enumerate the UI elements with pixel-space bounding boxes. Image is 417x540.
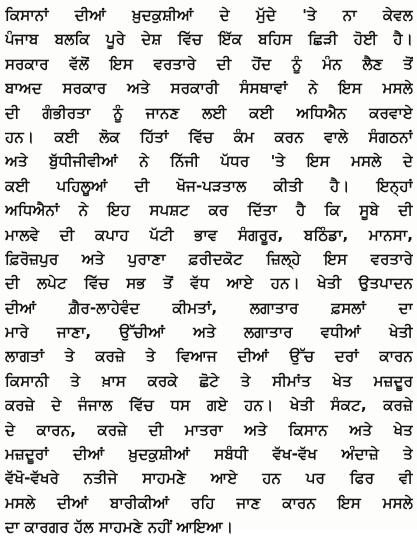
- text-line: ਕਰਜ਼ੇ ਦੇ ਜੰਜਾਲ ਵਿੱਚ ਧਸ ਗਏ ਹਨ। ਖੇਤੀ ਸੰਕਟ, ਕਰਜ਼ੇ: [5, 396, 413, 415]
- text-line: ਕਈ ਪਹਿਲੂਆਂ ਦੀ ਖੋਜ-ਪੜਤਾਲ ਕੀਤੀ ਹੈ। ਇਨ੍ਹਾਂ: [5, 176, 413, 195]
- text-line: ਮਸਲੇ ਦੀਆਂ ਬਾਰੀਕੀਆਂ ਰਹਿ ਜਾਣ ਕਾਰਨ ਇਸ ਮਸਲੇ: [5, 493, 413, 512]
- text-line: ਕਿਸਾਨੀ ਤੇ ਖ਼ਾਸ ਕਰਕੇ ਛੋਟੇ ਤੇ ਸੀਮਾਂਤ ਖੇਤ ਮਜ਼ਦੂਰ: [5, 371, 413, 390]
- text-line: ਕਿਸਾਨਾਂ ਦੀਆਂ ਖ਼ੁਦਕੁਸ਼ੀਆਂ ਦੇ ਮੁੱਦੇ 'ਤੇ ਨਾ ਕੇਵਲ: [5, 6, 413, 24]
- text-line: ਪੰਜਾਬ ਬਲਕਿ ਪੂਰੇ ਦੇਸ਼ ਵਿੱਚ ਇੱਕ ਬਹਿਸ ਛਿੜੀ ਹੋਈ ਹੈ।: [5, 30, 413, 49]
- text-line: ਲਾਗਤਾਂ ਤੇ ਕਰਜ਼ੇ ਤੇ ਵਿਆਜ ਦੀਆਂ ਉੱਚ ਦਰਾਂ ਕਾਰਨ: [5, 347, 413, 366]
- text-line: ਅਤੇ ਬੁੱਧੀਜੀਵੀਆਂ ਨੇ ਨਿੱਜੀ ਪੱਧਰ 'ਤੇ ਇਸ ਮਸਲੇ ਦੇ: [5, 152, 413, 171]
- text-line: ਮਾਰੇ ਜਾਣਾ, ਉੱਚੀਆਂ ਅਤੇ ਲਗਾਤਾਰ ਵਧੀਆਂ ਖੇਤੀ: [5, 323, 413, 342]
- text-line: ਦਾ ਕਾਰਗਰ ਹੱਲ ਸਾਹਮਣੇ ਨਹੀਂ ਆਇਆ।: [5, 518, 234, 537]
- article-body: [5, 3, 413, 540]
- text-line: ਸਰਕਾਰ ਵੱਲੋਂ ਇਸ ਵਰਤਾਰੇ ਦੀ ਹੋਂਦ ਨੂੰ ਮੰਨ ਲੈਣ ਤੋਂ: [5, 54, 413, 73]
- text-line: ਵੱਖੋ-ਵੱਖਰੇ ਨਤੀਜੇ ਸਾਹਮਣੇ ਆਏ ਹਨ ਪਰ ਫਿਰ ਵੀ: [5, 469, 413, 488]
- text-line: ਦੀਆਂ ਗ਼ੈਰ-ਲਾਹੇਵੰਦ ਕੀਮਤਾਂ, ਲਗਾਤਾਰ ਫ਼ਸਲਾਂ ਦਾ: [5, 298, 413, 317]
- text-line: ਮਜ਼ਦੂਰਾਂ ਦੀਆਂ ਖ਼ੁਦਕੁਸ਼ੀਆਂ ਸਬੰਧੀ ਵੱਖ-ਵੱਖ ਅੰਦਾਜ਼ੇ ਤੇ: [5, 445, 413, 464]
- text-line: ਦੀ ਲਪੇਟ ਵਿੱਚ ਸਭ ਤੋਂ ਵੱਧ ਆਏ ਹਨ। ਖੇਤੀ ਉਤਪਾਦਨ: [5, 274, 413, 293]
- text-line: ਦੀ ਗੰਭੀਰਤਾ ਨੂੰ ਜਾਨਣ ਲਈ ਕਈ ਅਧਿਐਨ ਕਰਵਾਏ: [5, 103, 413, 122]
- text-line: ਦੇ ਕਾਰਨ, ਕਰਜ਼ੇ ਦੀ ਮਾਤਰਾ ਅਤੇ ਕਿਸਾਨ ਅਤੇ ਖੇਤ: [5, 420, 413, 439]
- text-line: ਹਨ। ਕਈ ਲੋਕ ਹਿੱਤਾਂ ਵਿੱਚ ਕੰਮ ਕਰਨ ਵਾਲੇ ਸੰਗਠਨਾਂ: [5, 127, 413, 146]
- text-line: ਮਾਲਵੇ ਦੀ ਕਪਾਹ ਪੱਟੀ ਭਾਵ ਸੰਗਰੂਰ, ਬਠਿੰਡਾ, ਮਾਨਸਾ,: [5, 225, 413, 244]
- text-line: ਅਧਿਐਨਾਂ ਨੇ ਇਹ ਸਪਸ਼ਟ ਕਰ ਦਿੱਤਾ ਹੈ ਕਿ ਸੂਬੇ ਦੀ: [5, 201, 413, 220]
- text-line: ਫ਼ਿਰੋਜ਼ਪੁਰ ਅਤੇ ਪੁਰਾਣਾ ਫ਼ਰੀਦਕੋਟ ਜ਼ਿਲ੍ਹੇ ਇਸ ਵਰਤਾਰੇ: [5, 249, 413, 268]
- text-line: ਬਾਅਦ ਸਰਕਾਰ ਅਤੇ ਸਰਕਾਰੀ ਸੰਸਥਾਵਾਂ ਨੇ ਇਸ ਮਸਲੇ: [5, 79, 413, 98]
